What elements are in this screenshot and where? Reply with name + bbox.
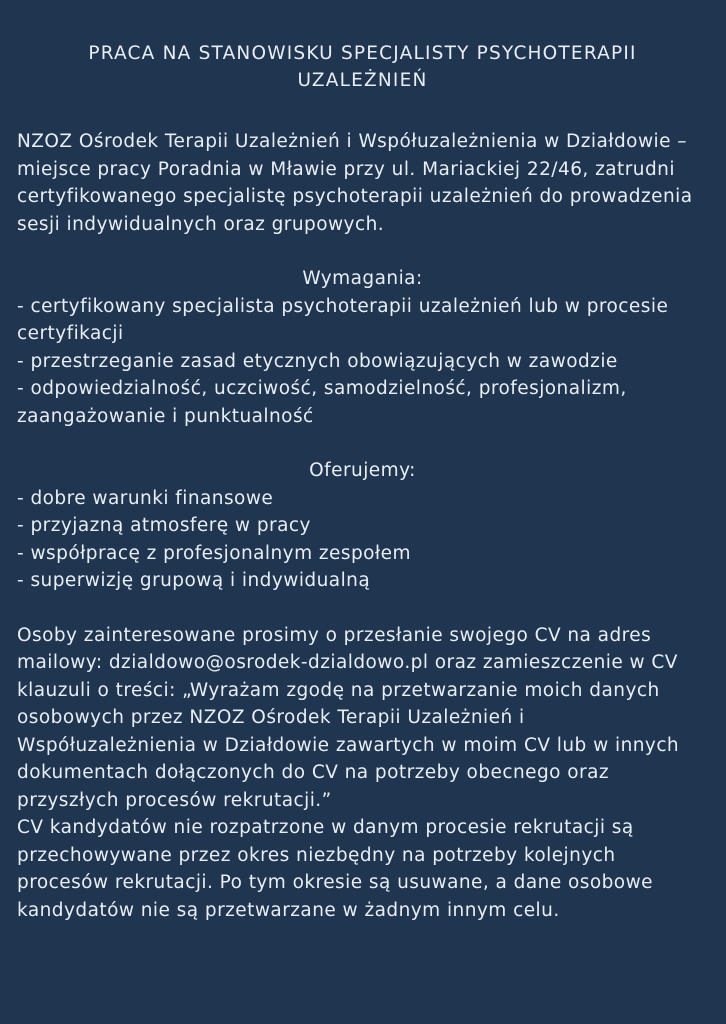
data-retention-notice: CV kandydatów nie rozpatrzone w danym procesie rekrutacji są przechowywane przez okres niezbędny na potrzeby kolejnych procesów rekrutacji. Po tym okresie są usuwane, a dane osobowe kandydatów nie są przetwarzane w żadnym innym celu. [17, 817, 653, 921]
application-section [17, 622, 708, 925]
offer-item: - przyjazną atmosferę w pracy [17, 515, 311, 536]
requirements-heading: Wymagania: [302, 268, 423, 289]
requirement-item: - przestrzeganie zasad etycznych obowiązujących w zawodzie [17, 350, 618, 372]
offer-item: - współpracę z profesjonalnym zespołem [17, 542, 411, 564]
offer-item: - superwizję grupową i indywidualną [17, 570, 371, 591]
requirement-item: - certyfikowany specjalista psychoterapii uzależnień lub w procesie certyfikacji [17, 295, 669, 344]
page-title: PRACA NA STANOWISKU SPECJALISTY PSYCHOTERAPII UZALEŻNIEŃ [88, 43, 637, 91]
offer-heading: Oferujemy: [309, 460, 416, 481]
intro-paragraph: NZOZ Ośrodek Terapii Uzależnień i Współuzależnienia w Działdowie – miejsce pracy Poradnia w Mławie przy ul. Mariackiej 22/46, zatrudni certyfikowanego specjalistę psychoterapii uzależnień do prowadzenia sesji indywidualnych oraz grupowych. [17, 131, 693, 235]
offer-section [17, 457, 708, 595]
application-instructions: Osoby zainteresowane prosimy o przesłanie swojego CV na adres mailowy: dzialdowo@osrodek-dzialdowo.pl oraz zamieszczenie w CV klauzuli o treści: „Wyrażam zgodę na przetwarzanie moich danych osobowych przez NZOZ Ośrodek Terapii Uzależnień i Współuzależnienia w Działdowie zawartych w moim CV lub w innych dokumentach dołączonych do CV na potrzeby obecnego oraz przyszłych procesów rekrutacji.” [17, 624, 680, 811]
requirements-section [17, 265, 708, 430]
requirement-item: - odpowiedzialność, uczciwość, samodzielność, profesjonalizm, zaangażowanie i punktualność [17, 378, 627, 427]
offer-item: - dobre warunki finansowe [17, 487, 274, 509]
